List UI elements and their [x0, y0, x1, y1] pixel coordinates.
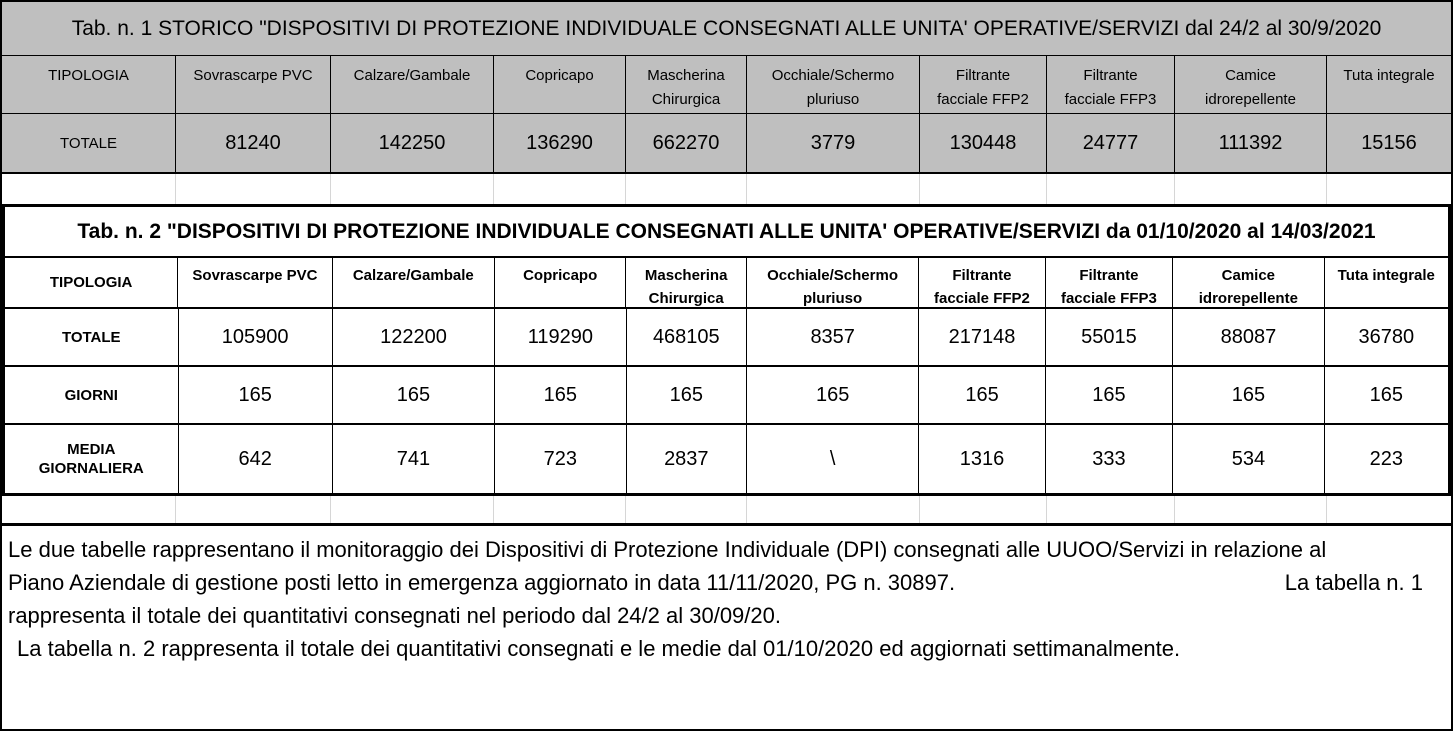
table-2-giorni-row: [5, 367, 1448, 425]
gridline-cell: [176, 174, 331, 204]
table-1-cell: 111392: [1175, 114, 1327, 172]
table-1-cell: 81240: [176, 114, 331, 172]
table-1-title: Tab. n. 1 STORICO "DISPOSITIVI DI PROTEZIONE INDIVIDUALE CONSEGNATI ALLE UNITA' OPERATIVE/SERVIZI dal 24/2 al 30/9/2020: [2, 2, 1451, 56]
notes-block: [2, 523, 1451, 731]
table-2-cell: 333: [1046, 425, 1173, 493]
gridline-cell: [1327, 174, 1451, 204]
gridline-cell: [331, 496, 494, 523]
table-1-column-header: Sovrascarpe PVC: [176, 56, 331, 113]
table-2-header-row: [5, 258, 1448, 309]
table-2-cell: 217148: [919, 309, 1045, 365]
table-2-cell: \: [747, 425, 919, 493]
table-1-cell: 662270: [626, 114, 747, 172]
gridline-cell: [626, 496, 747, 523]
gridline-cell: [494, 496, 626, 523]
table-1-column-header: Filtrante facciale FFP3: [1047, 56, 1175, 113]
table-1-cell: 142250: [331, 114, 494, 172]
table-2-cell: 122200: [333, 309, 495, 365]
gridline-cell: [1327, 496, 1451, 523]
table-2-column-header: Sovrascarpe PVC: [178, 258, 332, 307]
table-2-cell: 119290: [495, 309, 626, 365]
gridline-cell: [1047, 174, 1175, 204]
table-2-column-header: Filtrante facciale FFP2: [919, 258, 1045, 307]
table-2-cell: 165: [333, 367, 495, 423]
table-2-cell: 165: [919, 367, 1045, 423]
table-2-cell: 105900: [179, 309, 333, 365]
table-2-row-label: TOTALE: [5, 309, 179, 365]
table-2-cell: 165: [1369, 383, 1403, 406]
gridline-cell: [1175, 496, 1327, 523]
gridline-cell: [331, 174, 494, 204]
notes-line-2-left: Piano Aziendale di gestione posti letto in emergenza aggiornato in data 11/11/2020, PG n. 30897.: [8, 570, 956, 595]
table-2-column-header: Occhiale/Schermo pluriuso: [747, 258, 919, 307]
gridline-cell: [176, 496, 331, 523]
table-2-cell: 468105: [627, 309, 747, 365]
table-2-cell: 165: [179, 367, 333, 423]
notes-line-2: [8, 566, 1445, 599]
table-2-row-label: MEDIA GIORNALIERA: [5, 425, 179, 493]
gridline-cell: [920, 174, 1047, 204]
table-2-title: Tab. n. 2 "DISPOSITIVI DI PROTEZIONE INDIVIDUALE CONSEGNATI ALLE UNITA' OPERATIVE/SERVIZI da 01/10/2020 al 14/03/2021: [5, 207, 1448, 258]
table-2-cell: 165: [747, 367, 919, 423]
table-2-media-giornaliera-row: [5, 425, 1448, 493]
table-2-cell: 2837: [627, 425, 747, 493]
table-2: [2, 204, 1451, 496]
gridline-cell: [1047, 496, 1175, 523]
table-1-cell: 136290: [494, 114, 626, 172]
table-1-header-row: [2, 56, 1451, 114]
table-2-totale-row: [5, 309, 1448, 367]
notes-line-1: Le due tabelle rappresentano il monitoraggio dei Dispositivi di Protezione Individuale (DPI) consegnati alle UUOO/Servizi in relazione al: [8, 537, 1327, 562]
table-2-cell: 165: [627, 367, 747, 423]
gridline-cell: [494, 174, 626, 204]
table-1-column-header: Mascherina Chirurgica: [626, 56, 747, 113]
table-1-column-header: Tuta integrale: [1343, 67, 1435, 84]
table-2-column-header: Calzare/Gambale: [333, 258, 495, 307]
table-2-column-header: Mascherina Chirurgica: [626, 258, 747, 307]
table-1-cell: 130448: [920, 114, 1047, 172]
table-2-row-label: GIORNI: [5, 367, 179, 423]
gridline-cell: [626, 174, 747, 204]
table-1-column-header: Calzare/Gambale: [331, 56, 494, 113]
table-2-cell: 723: [495, 425, 626, 493]
table-2-header-tipologia: TIPOLOGIA: [5, 258, 178, 307]
table-2-cell: 223: [1369, 447, 1403, 470]
table-2-column-header: Filtrante facciale FFP3: [1046, 258, 1173, 307]
table-2-cell: 165: [1173, 367, 1324, 423]
table-2-cell: 36780: [1358, 325, 1415, 348]
table-2-cell: 534: [1173, 425, 1324, 493]
gridline-cell: [747, 496, 920, 523]
gridline-cell: [920, 496, 1047, 523]
table-2-cell: 165: [495, 367, 626, 423]
table-2-cell: 741: [333, 425, 495, 493]
table-2-cell: 88087: [1173, 309, 1324, 365]
gridline-cell: [2, 174, 176, 204]
table-2-column-header: Tuta integrale: [1337, 267, 1435, 284]
table-2-column-header: Copricapo: [495, 258, 626, 307]
table-2-cell: 8357: [747, 309, 919, 365]
table-2-column-header: Camice idrorepellente: [1173, 258, 1324, 307]
table-1-cell: 3779: [747, 114, 920, 172]
gridline-cell: [2, 496, 176, 523]
table-1-header-tipologia: TIPOLOGIA: [2, 56, 176, 113]
table-2-cell: 165: [1046, 367, 1173, 423]
table-1-totale-row: [2, 114, 1451, 174]
gridline-cell: [1175, 174, 1327, 204]
table-1: [2, 2, 1451, 174]
gridline-cell: [747, 174, 920, 204]
table-2-cell: 642: [179, 425, 333, 493]
notes-line-4: La tabella n. 2 rappresenta il totale dei quantitativi consegnati e le medie dal 01/10/2020 ed aggiornati settimanalmente.: [17, 636, 1181, 661]
spreadsheet-gridline-row: [2, 174, 1451, 204]
table-1-column-header: Occhiale/Schermo pluriuso: [747, 56, 920, 113]
table-1-cell: 24777: [1047, 114, 1175, 172]
notes-line-3: rappresenta il totale dei quantitativi consegnati nel periodo dal 24/2 al 30/09/20.: [8, 603, 781, 628]
table-2-cell: 1316: [919, 425, 1045, 493]
table-2-cell: 55015: [1046, 309, 1173, 365]
table-1-cell: 15156: [1361, 131, 1417, 154]
table-1-row-label: TOTALE: [2, 114, 176, 172]
table-1-column-header: Camice idrorepellente: [1175, 56, 1327, 113]
table-1-column-header: Copricapo: [494, 56, 626, 113]
notes-line-2-right: La tabella n. 1: [1284, 570, 1423, 595]
spreadsheet-gridline-row: [2, 496, 1451, 523]
table-1-column-header: Filtrante facciale FFP2: [920, 56, 1047, 113]
